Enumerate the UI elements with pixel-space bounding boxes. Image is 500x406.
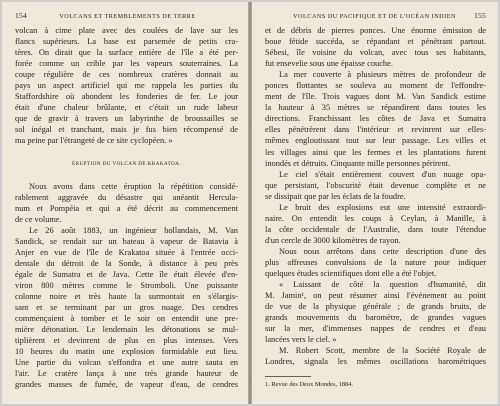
text-line: que de gravir à travers un labyrinthe de broussailles se [15,114,238,124]
text-line: Le ciel s'était entièrement couvert d'un nuage opa- [279,169,486,179]
text-line: fut ensevelie sous une épaisse couche. [265,59,393,69]
paragraph [15,25,238,147]
text-line: pays un aspect artificiel qui me rappela les parties du [15,81,238,91]
book-spread [2,2,498,404]
text-line: Anjer en vue de l'île de Krakatoa située à l'entrée occi- [15,247,238,257]
text-line: Nous avons dans cette éruption la répétition considé- [29,181,238,191]
text-line: dentale du détroit de la Sonde, à distance à peu près [15,258,238,268]
paragraph [15,181,238,225]
text-line: tères. On dirait que la surface entière de l'île a été per- [15,48,238,58]
text-line: coupe régulière de ces nombreux cratères donnait au [15,70,238,80]
text-line: 10 heures du matin une explosion formidable eut lieu. [15,347,238,357]
text-line: la côte occidentale de l'Australie, dans toute l'étendue [265,224,486,234]
text-line: ponces flottantes se souleva au moment de l'effondre- [265,81,486,91]
right-page-body [265,25,486,389]
text-line: forée comme un crible par les vapeurs souterraines. La [15,59,238,69]
paragraph [265,25,486,69]
text-line: sur la mer, d'immenses nappes de cendres et d'eau [265,324,486,334]
text-line: était d'une chaleur brûlante, et c'était un rude labeur [15,103,238,113]
text-line: elles pénétrèrent dans l'intérieur et revinrent sur elles- [265,125,486,135]
text-line: naire. On entendit les coups à Ceylan, à Manille, à [265,213,486,223]
left-page-header [15,7,238,25]
page-number: 155 [474,11,486,20]
text-line: sant et se terminant par un gros nuage. Des cendres [15,303,238,313]
text-line: ment de l'île. Trois vagues dont M. Van Sandick estime [265,92,486,102]
text-line: Londres, signala les mêmes oscillations barométriques [265,357,486,367]
right-page [252,2,498,404]
text-line: boue fétide succéda, se répandant et pénétrant partout. [265,37,486,47]
paragraph [265,246,486,279]
section-title: ÉRUPTION DU VOLCAN DE KRAKATOA. [72,160,181,167]
text-line: flancs supérieurs. La base est parsemée de petits cra- [15,37,238,47]
text-line: que persistant, l'obscurité était devenue complète et ne [265,180,486,190]
text-line: se dissipait que par les éclats de la foudre. [265,191,406,201]
text-line: Nous nous arrêtons dans cette description d'une des [279,246,486,256]
text-line: les villages ainsi que les fermes et les plantations furent [265,147,486,157]
paragraph [265,279,486,345]
text-line: viron 800 mètres comme le Stromboli. Une puissante [15,280,238,290]
text-line: Une partie du volcan s'effondra et une autre sauta en [15,358,238,368]
paragraph [265,345,486,367]
text-line: La mer couverte à plusieurs mètres de profondeur de [279,70,486,80]
text-line: Le 26 août 1883, un ingénieur hollandais, M. Van [29,225,238,235]
text-line: l'air. Le cratère lança à une très grande hauteur de [15,369,238,379]
text-line: mière détonation. Le lendemain les détonations se mul- [15,325,238,335]
text-line: la hauteur à 35 mètres se répandirent dans toutes les [265,103,486,113]
text-line: d'un cercle de 3000 kilomètres de rayon. [265,235,401,245]
text-line: ma peine par l'étrangeté de ce site cyclopéen. » [15,136,173,146]
left-page-body [15,25,238,390]
text-line: M. Jamin¹, on peut résumer ainsi l'événement au point [265,291,486,301]
running-head: VOLCANS DU PACIFIQUE ET DE L'OCÉAN INDIEN [293,13,456,20]
footnote-rule [265,376,311,377]
text-line: quelques études scientifiques dont elle a été l'objet. [265,269,437,279]
text-line: directions. Franchissant les côtes de Java et Sumatra [265,114,486,124]
text-line: mêmes engloutissant tout sur leur passage. Les villes et [265,136,486,146]
text-line: de ce volume. [15,214,62,224]
left-page [2,2,248,404]
footnote: 1. Revue des Deux Mondes, 1884. [265,381,354,389]
text-line: commençaient à tomber et le soir on entendit une pre- [15,314,238,324]
text-line: M. Robert Scott, membre de la Société Royale de [279,346,486,356]
paragraph [15,225,238,391]
paragraph [265,69,486,168]
text-line: inondés et détruits. Cinquante mille personnes périrent. [265,158,451,168]
text-line: colonne noire et très haute la surmontait en s'élargis- [15,291,238,301]
text-line: « Laissant de côté la question d'humanité, dit [279,280,486,290]
text-line: grandes masses de fumée, de vapeur d'eau, de cendres [15,380,238,390]
text-line: sol inégal et tranchant, mais je fus bien récompensé de [15,125,238,135]
right-page-header [265,7,486,25]
text-line: lancées vers le ciel. » [265,335,337,345]
text-line: plus affreuses convulsions de la nature pour indiquer [265,257,486,267]
running-head: VOLCANS ET TREMBLEMENTS DE TERRE [59,13,196,20]
text-line: Sébesi, île voisine du volcan, avec tous ses habitants, [265,48,486,58]
text-line: num et Pompéia et qui a été décrit au commencement [15,203,238,213]
text-line: égale de Sumatra et de Java. Cette île était élevée d'en- [15,269,238,279]
text-line: Staffordshire où abondent les fonderies de fer. Le jour [15,92,238,102]
text-line: tiplièrent et devinrent de plus en plus intenses. Vers [15,336,238,346]
page-number: 154 [15,11,27,20]
text-line: de vue de la physique générale ; de grands bruits, de [265,302,486,312]
text-line: et de débris de pierres ponces. Une énorme émission de [265,26,486,35]
text-line: rablement aggravée du désastre qui anéantit Hercula- [15,192,238,202]
text-line: Sandick, se rendait sur un bateau à vapeur de Batavia à [15,236,238,246]
paragraph [265,202,486,246]
text-line: grands mouvements du baromètre, de grandes vagues [265,313,486,323]
text-line: Le bruit des explosions eut une intensité extraordi- [279,202,486,212]
paragraph [265,169,486,202]
text-line: volcan à cime plate avec des coulées de lave sur les [15,26,238,35]
